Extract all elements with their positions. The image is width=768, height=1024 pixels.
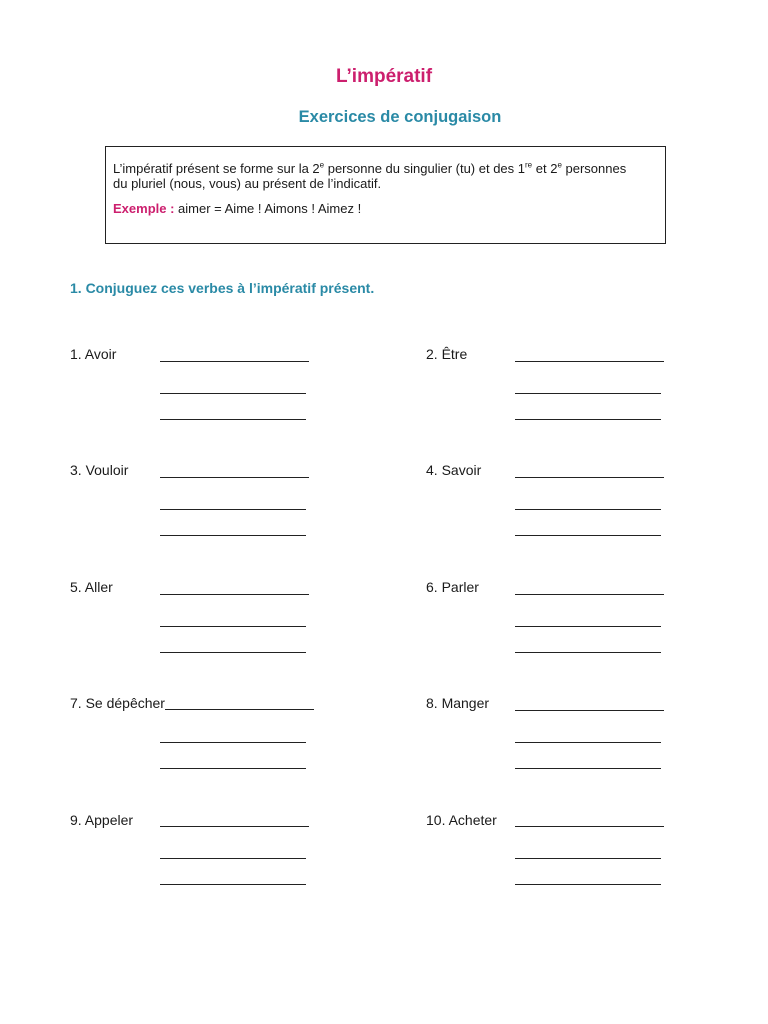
verb-8: 8. Manger (426, 695, 490, 711)
answer-line[interactable] (160, 594, 309, 595)
answer-line[interactable] (515, 626, 661, 627)
example-text: aimer = Aime ! Aimons ! Aimez ! (174, 201, 362, 216)
answer-line[interactable] (515, 361, 664, 362)
answer-line[interactable] (160, 509, 306, 510)
rule-box (105, 146, 666, 244)
example (113, 201, 657, 216)
answer-line[interactable] (515, 884, 661, 885)
answer-line[interactable] (160, 826, 309, 827)
answer-line[interactable] (515, 652, 661, 653)
answer-line[interactable] (515, 535, 661, 536)
answer-line[interactable] (515, 826, 664, 827)
answer-line[interactable] (160, 884, 306, 885)
answer-line[interactable] (165, 709, 314, 710)
verb-9: 9. Appeler (70, 812, 134, 828)
page-title: L’impératif (335, 66, 433, 87)
answer-line[interactable] (160, 361, 309, 362)
answer-line[interactable] (515, 710, 664, 711)
answer-line[interactable] (515, 509, 661, 510)
answer-line[interactable] (515, 393, 661, 394)
section-title: 1. Conjuguez ces verbes à l’impératif présent. (70, 280, 375, 296)
verb-4: 4. Savoir (426, 462, 482, 478)
answer-line[interactable] (160, 768, 306, 769)
answer-line[interactable] (515, 742, 661, 743)
verb-5: 5. Aller (70, 579, 113, 595)
verb-1: 1. Avoir (70, 346, 117, 362)
answer-line[interactable] (160, 652, 306, 653)
answer-line[interactable] (160, 419, 306, 420)
rule-text-line2: du pluriel (nous, vous) au présent de l’indicatif. (113, 176, 382, 191)
answer-line[interactable] (515, 768, 661, 769)
answer-line[interactable] (160, 858, 306, 859)
example-label: Exemple : (113, 201, 175, 216)
verb-10: 10. Acheter (426, 812, 497, 828)
verb-6: 6. Parler (426, 579, 479, 595)
answer-line[interactable] (515, 858, 661, 859)
answer-line[interactable] (160, 477, 309, 478)
verb-3: 3. Vouloir (70, 462, 129, 478)
page-subtitle: Exercices de conjugaison (298, 108, 502, 126)
rule-text: L’impératif présent se forme sur la 2e personne du singulier (tu) et des 1re et 2e personnes (113, 160, 627, 176)
answer-line[interactable] (160, 626, 306, 627)
answer-line[interactable] (515, 594, 664, 595)
answer-line[interactable] (515, 477, 664, 478)
answer-line[interactable] (515, 419, 661, 420)
verb-2: 2. Être (426, 346, 468, 362)
verb-7: 7. Se dépêcher (70, 695, 165, 711)
answer-line[interactable] (160, 393, 306, 394)
answer-line[interactable] (160, 535, 306, 536)
answer-line[interactable] (160, 742, 306, 743)
